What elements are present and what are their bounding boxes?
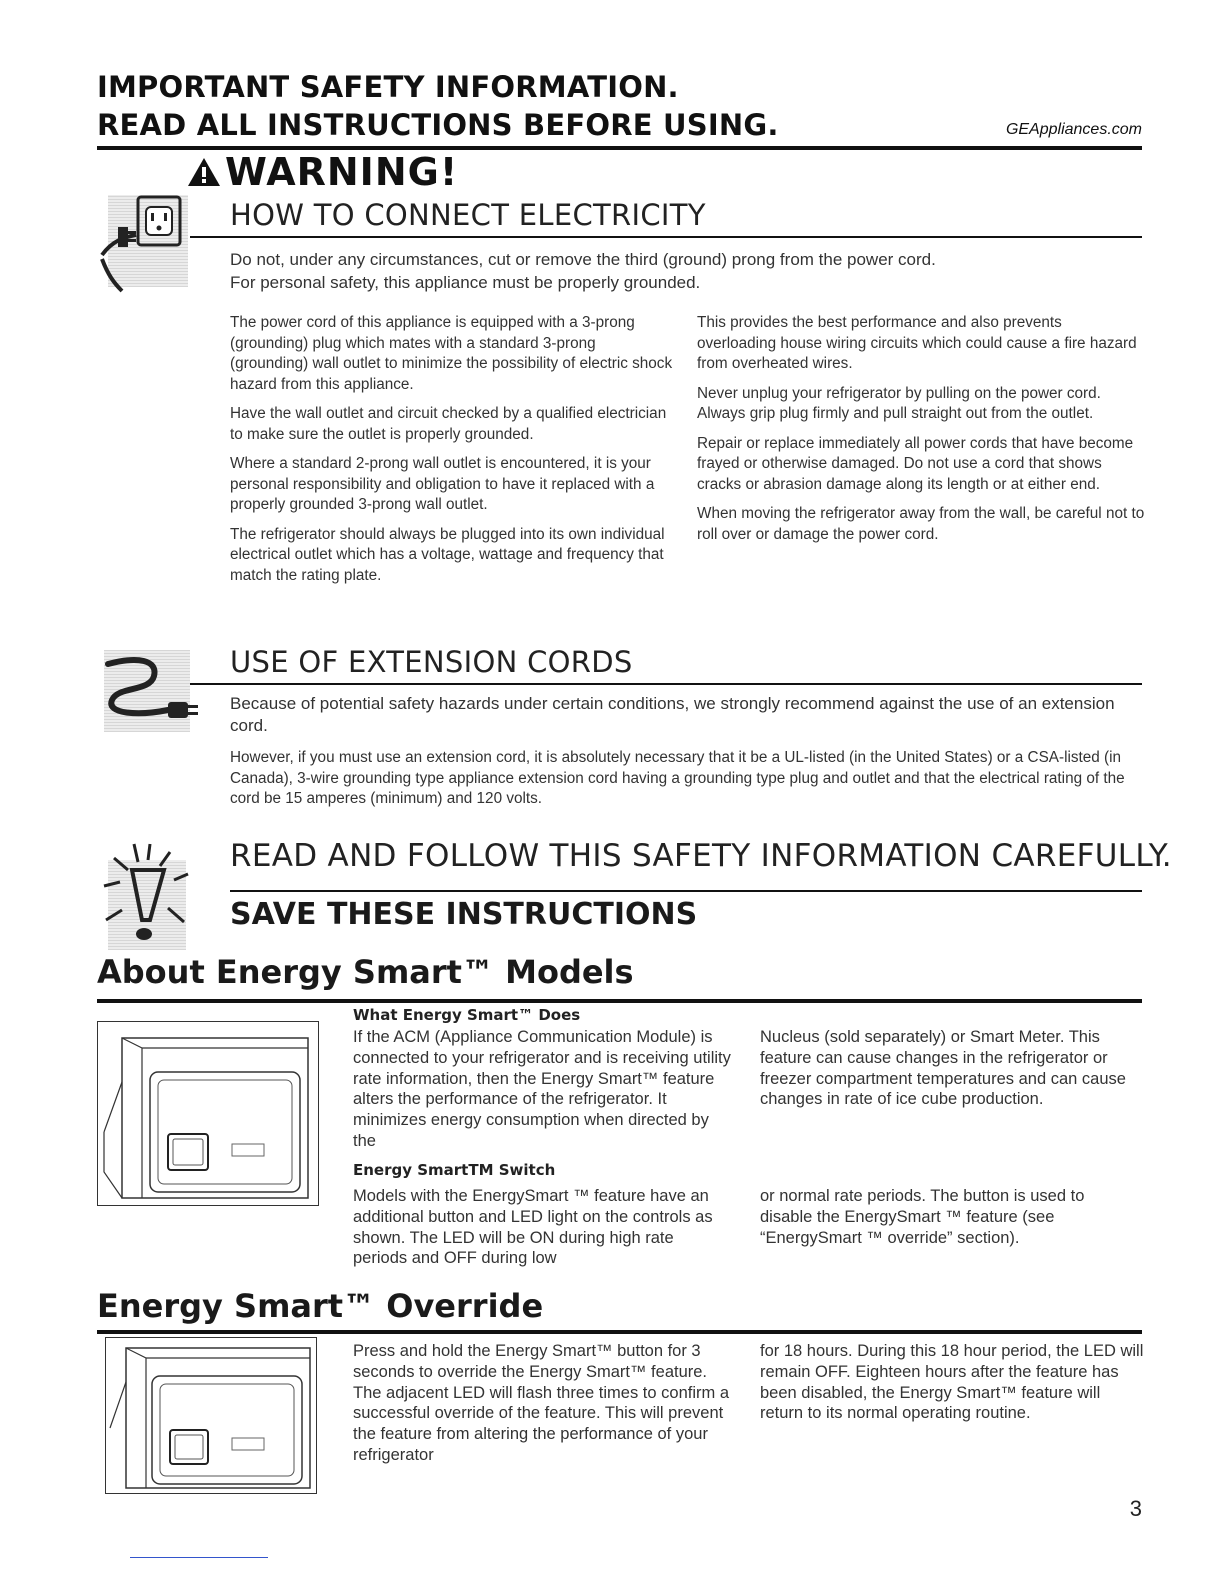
what-energy-smart-heading: What Energy Smart™ Does [353,1006,581,1024]
exclamation-bulb-icon [108,860,186,950]
header-title-line2: READ ALL INSTRUCTIONS BEFORE USING. [97,108,779,142]
electricity-rule [190,236,1142,238]
save-instructions-title: SAVE THESE INSTRUCTIONS [230,897,698,932]
energy-switch-right: or normal rate periods. The button is used to disable the EnergySmart ™ feature (see “EnergySmart ™ override” section). [760,1187,1085,1247]
override-title: Energy Smart™ Override [97,1287,544,1325]
outlet-plug-icon [108,195,188,287]
what-energy-smart-left: If the ACM (Appliance Communication Module) is connected to your refrigerator and is receiving utility rate information, then the Energy Smart™ feature alters the performance of the refrigerator. It minimizes energy consumption when directed by the [353,1028,731,1150]
override-control-image [105,1337,317,1494]
extension-body: However, if you must use an extension cord, it is absolutely necessary that it be a UL-listed (in the United States) or a CSA-listed (in Canada), 3-wire grounding type appliance extension cord having a grounding type plug and outlet and that the electrical rating of the cord be 15 amperes (minimum) and 120 volts. [230,749,1125,807]
extension-rule [190,683,1142,685]
extension-cord-icon [104,650,190,732]
extension-lead: Because of potential safety hazards under certain conditions, we strongly recommend against the use of an extension cord. [230,694,1115,735]
energy-models-rule [97,999,1142,1003]
electricity-lead-2: For personal safety, this appliance must be properly grounded. [230,273,701,292]
warning-triangle-icon [187,157,221,187]
paragraph: Where a standard 2-prong wall outlet is encountered, it is your personal responsibility and obligation to have it replaced with a properly grounded 3-prong wall outlet. [230,455,655,513]
warning-label: WARNING! [225,150,459,194]
electricity-right-column [697,313,1145,554]
control-panel-illustration [106,1338,315,1492]
footer-link-line [130,1557,268,1558]
warning-heading [187,150,458,194]
energy-switch-heading: Energy SmartTM Switch [353,1161,556,1179]
what-energy-smart-right: Nucleus (sold separately) or Smart Meter. This feature can cause changes in the refrigerator or freezer compartment temperatures and can cause changes in rate of ice cube production. [760,1028,1126,1109]
section-title-extension: USE OF EXTENSION CORDS [230,645,633,679]
override-left: Press and hold the Energy Smart™ button for 3 seconds to override the Energy Smart™ feature. The adjacent LED will flash three times to confirm a successful override of the feature. This will prevent the feature from altering the performance of your refrigerator [353,1342,729,1464]
paragraph: This provides the best performance and also prevents overloading house wiring circuits which could cause a fire hazard from overheated wires. [697,314,1137,372]
read-follow-title: READ AND FOLLOW THIS SAFETY INFORMATION CAREFULLY. [230,838,1172,874]
energy-models-title: About Energy Smart™ Models [97,953,634,991]
electricity-left-column [230,313,678,595]
paragraph: Have the wall outlet and circuit checked by a qualified electrician to make sure the outlet is properly grounded. [230,405,667,443]
site-url: GEAppliances.com [1005,121,1142,138]
paragraph: Never unplug your refrigerator by pulling on the power cord. Always grip plug firmly and pull straight out from the outlet. [697,384,1101,422]
electricity-lead-1: Do not, under any circumstances, cut or remove the third (ground) prong from the power cord. [230,250,936,269]
paragraph: The refrigerator should always be plugged into its own individual electrical outlet which has a voltage, wattage and frequency that match the rating plate. [230,525,665,584]
paragraph: When moving the refrigerator away from the wall, be careful not to roll over or damage the power cord. [697,505,1145,543]
read-follow-rule [230,890,1142,892]
section-title-electricity: HOW TO CONNECT ELECTRICITY [230,198,706,232]
header-title-line1: IMPORTANT SAFETY INFORMATION. [97,70,679,104]
paragraph: Repair or replace immediately all power cords that have become frayed or otherwise damaged. Do not use a cord that shows cracks or abrasion damage along its length or at either end. [697,434,1134,493]
override-rule [97,1330,1142,1334]
paragraph: The power cord of this appliance is equipped with a 3-prong (grounding) plug which mates with a standard 3-prong (grounding) wall outlet to minimize the possibility of electric shock hazard from this appliance. [230,314,673,393]
energy-switch-left: Models with the EnergySmart ™ feature have an additional button and LED light on the controls as shown. The LED will be ON during high rate periods and OFF during low [353,1187,713,1268]
override-right: for 18 hours. During this 18 hour period, the LED will remain OFF. Eighteen hours after the feature has been disabled, the Energy Smart™ feature will return to its normal operating routine. [760,1342,1144,1423]
page-number: 3 [1129,1496,1142,1521]
energy-control-image [97,1021,319,1206]
control-panel-illustration [98,1022,317,1204]
